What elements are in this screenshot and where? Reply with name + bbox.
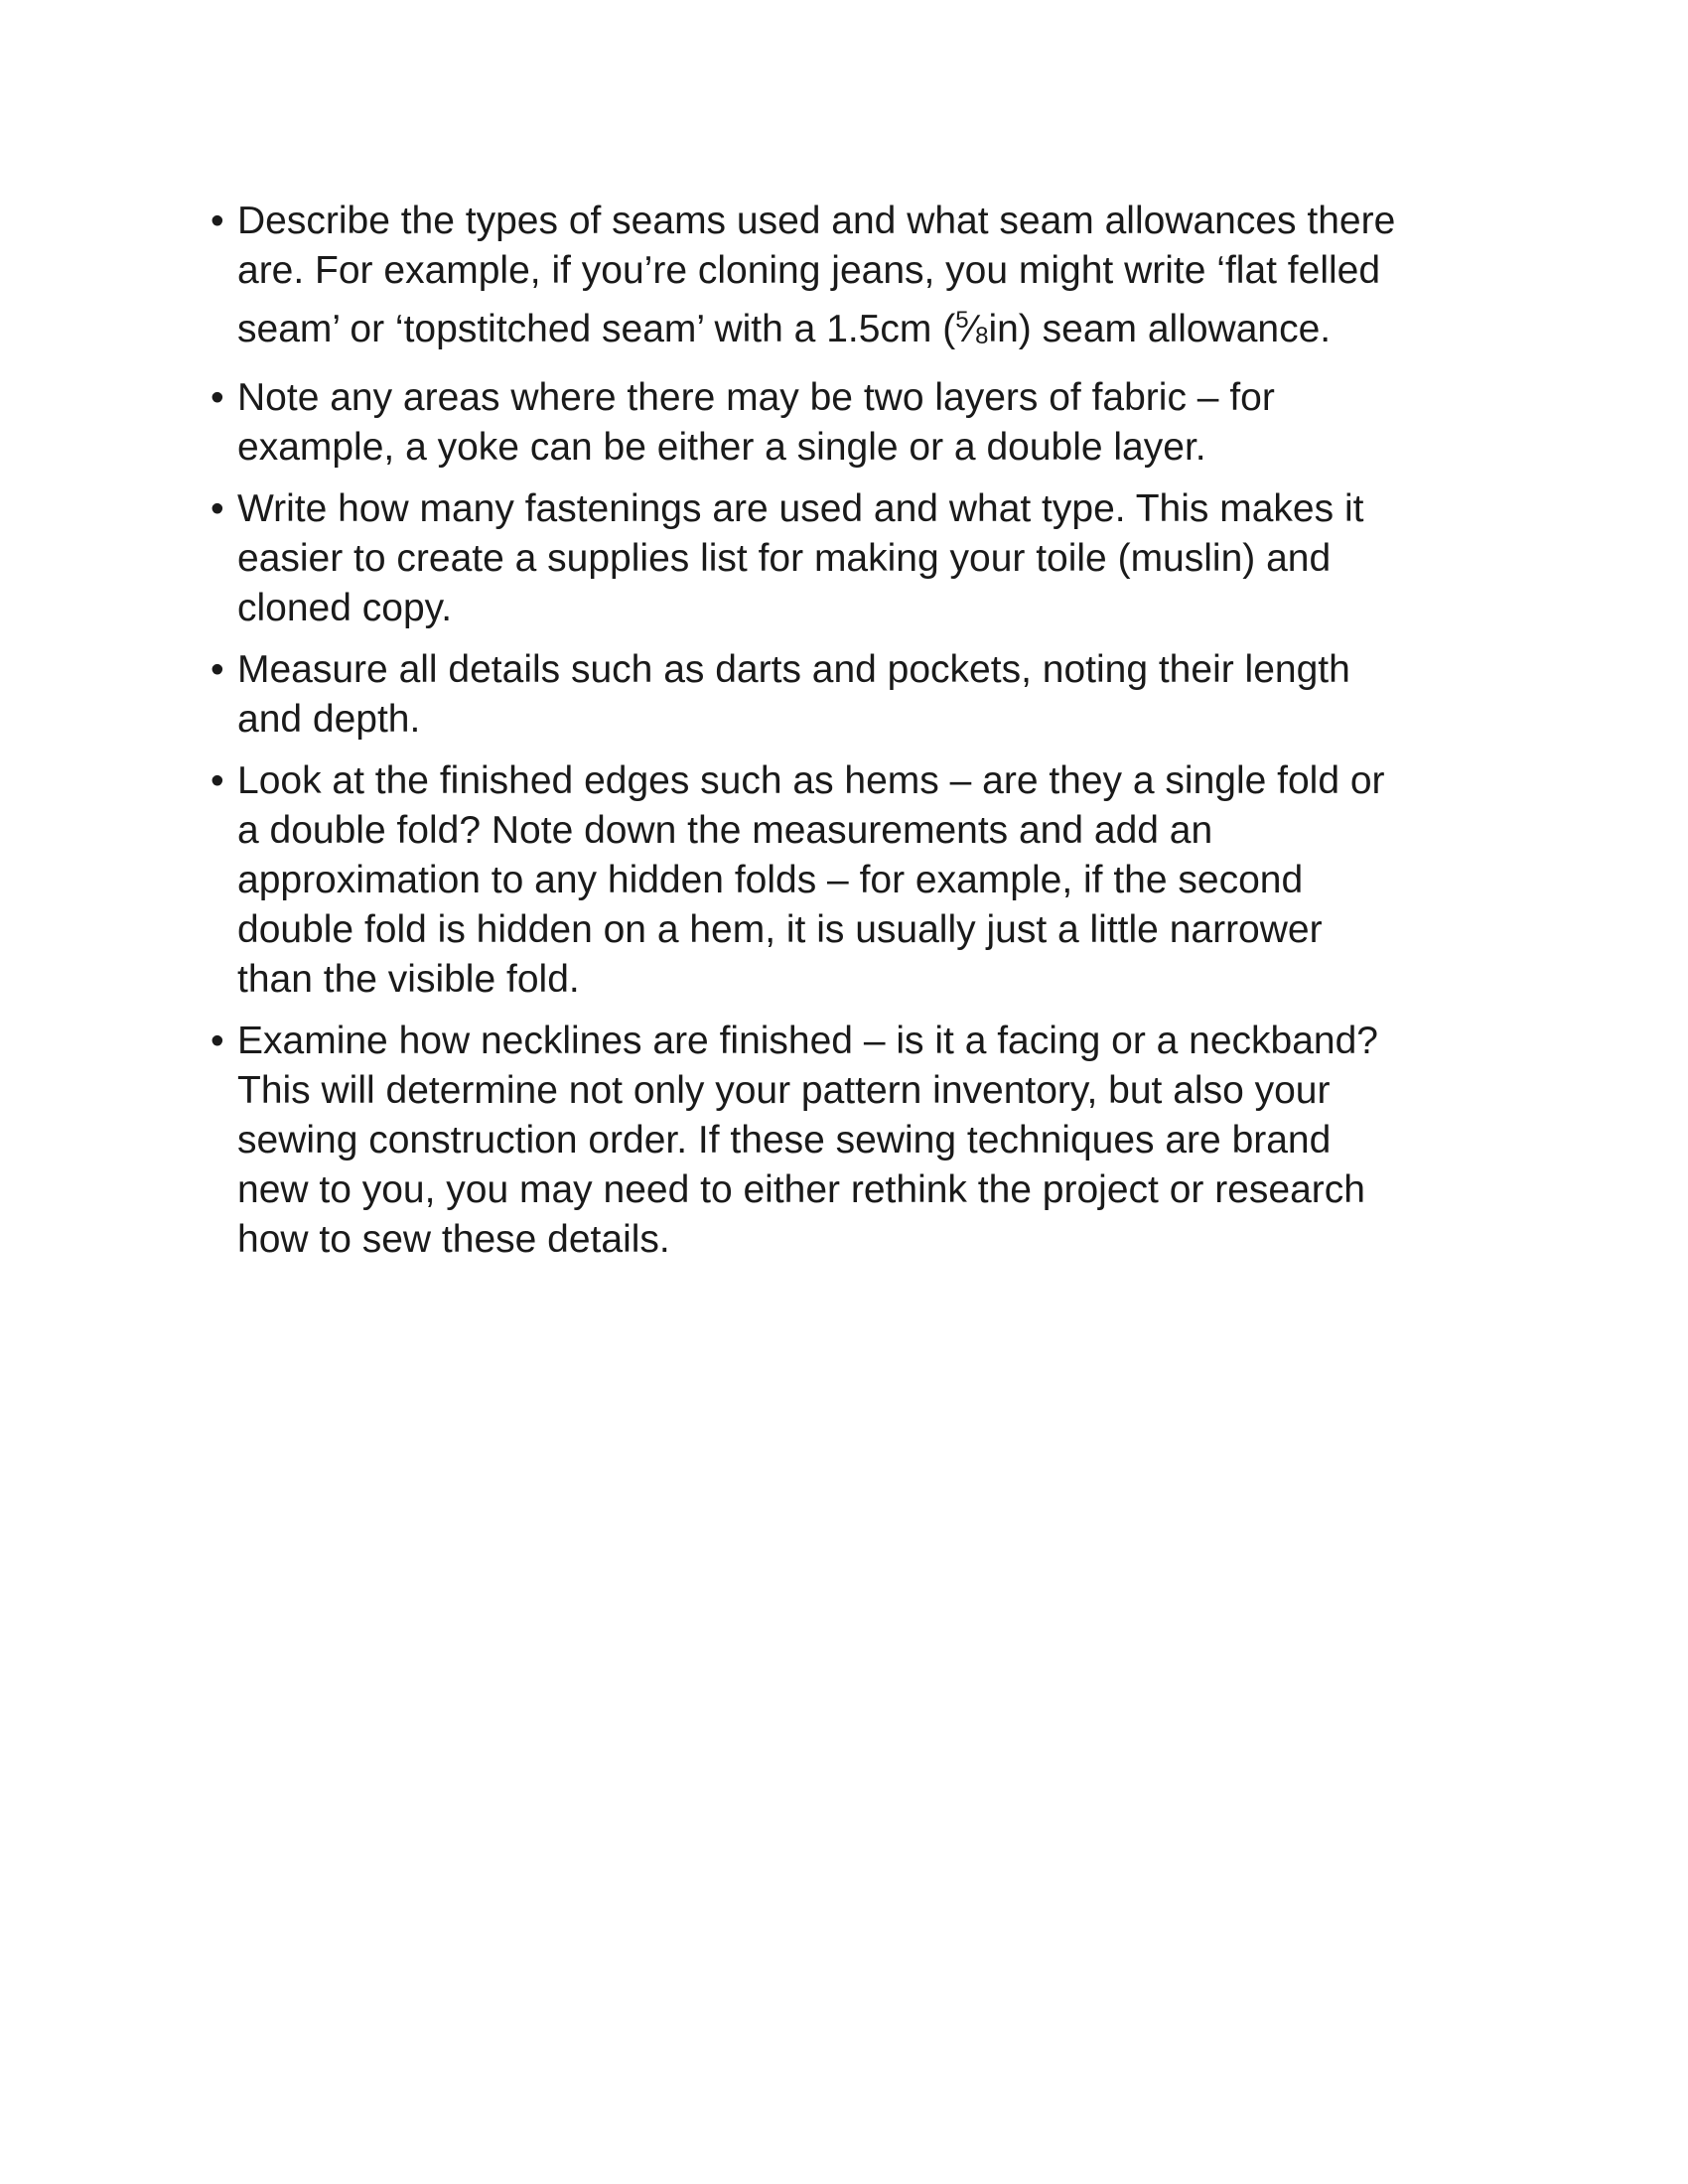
bullet-marker: • xyxy=(211,200,224,242)
bullet-marker: • xyxy=(211,1020,224,1062)
list-item-line: cloned copy. xyxy=(237,587,453,629)
list-item-necklines xyxy=(211,1017,1501,1265)
list-item-line: Describe the types of seams used and what seam allowances there xyxy=(237,200,1396,242)
list-item-line: sewing construction order. If these sewing techniques are brand xyxy=(237,1119,1332,1161)
list-item-seams xyxy=(211,197,1501,361)
list-item-measure-details xyxy=(211,645,1501,745)
bullet-marker: • xyxy=(211,487,224,530)
list-item-line: than the visible fold. xyxy=(237,958,580,1001)
bullet-marker: • xyxy=(211,648,224,691)
fraction-slash: ⁄ xyxy=(968,308,976,350)
fraction-numerator: 5 xyxy=(955,307,969,334)
line-text: seam’ or ‘topstitched seam’ with a 1.5cm ( xyxy=(237,308,956,350)
list-item-line: are. For example, if you’re cloning jeans, you might write ‘flat felled xyxy=(237,249,1381,292)
fraction-denominator: 8 xyxy=(975,323,989,349)
bullet-marker: • xyxy=(211,759,224,802)
line-text: in) seam allowance. xyxy=(988,308,1332,350)
fraction-five-eighths xyxy=(955,296,988,361)
list-item-line: example, a yoke can be either a single or a double layer. xyxy=(237,426,1206,469)
list-item-line xyxy=(237,296,1501,361)
list-item-finished-edges xyxy=(211,756,1501,1005)
bullet-list xyxy=(211,197,1501,1277)
list-item-line: a double fold? Note down the measurements and add an xyxy=(237,809,1213,852)
list-item-line: easier to create a supplies list for making your toile (muslin) and xyxy=(237,537,1332,580)
list-item-line: Examine how necklines are finished – is it a facing or a neckband? xyxy=(237,1020,1378,1062)
list-item-line: This will determine not only your pattern inventory, but also your xyxy=(237,1069,1331,1112)
list-item-line: how to sew these details. xyxy=(237,1218,670,1261)
list-item-line: Measure all details such as darts and pockets, noting their length xyxy=(237,648,1350,691)
list-item-line: and depth. xyxy=(237,698,421,741)
list-item-line: Look at the finished edges such as hems – are they a single fold or xyxy=(237,759,1385,802)
list-item-fabric-layers xyxy=(211,373,1501,473)
list-item-fastenings xyxy=(211,484,1501,633)
list-item-line: double fold is hidden on a hem, it is usually just a little narrower xyxy=(237,908,1323,951)
bullet-marker: • xyxy=(211,376,224,419)
list-item-line: Write how many fastenings are used and what type. This makes it xyxy=(237,487,1364,530)
list-item-line: approximation to any hidden folds – for example, if the second xyxy=(237,859,1304,901)
list-item-line: Note any areas where there may be two layers of fabric – for xyxy=(237,376,1275,419)
list-item-line: new to you, you may need to either rethink the project or research xyxy=(237,1168,1365,1211)
